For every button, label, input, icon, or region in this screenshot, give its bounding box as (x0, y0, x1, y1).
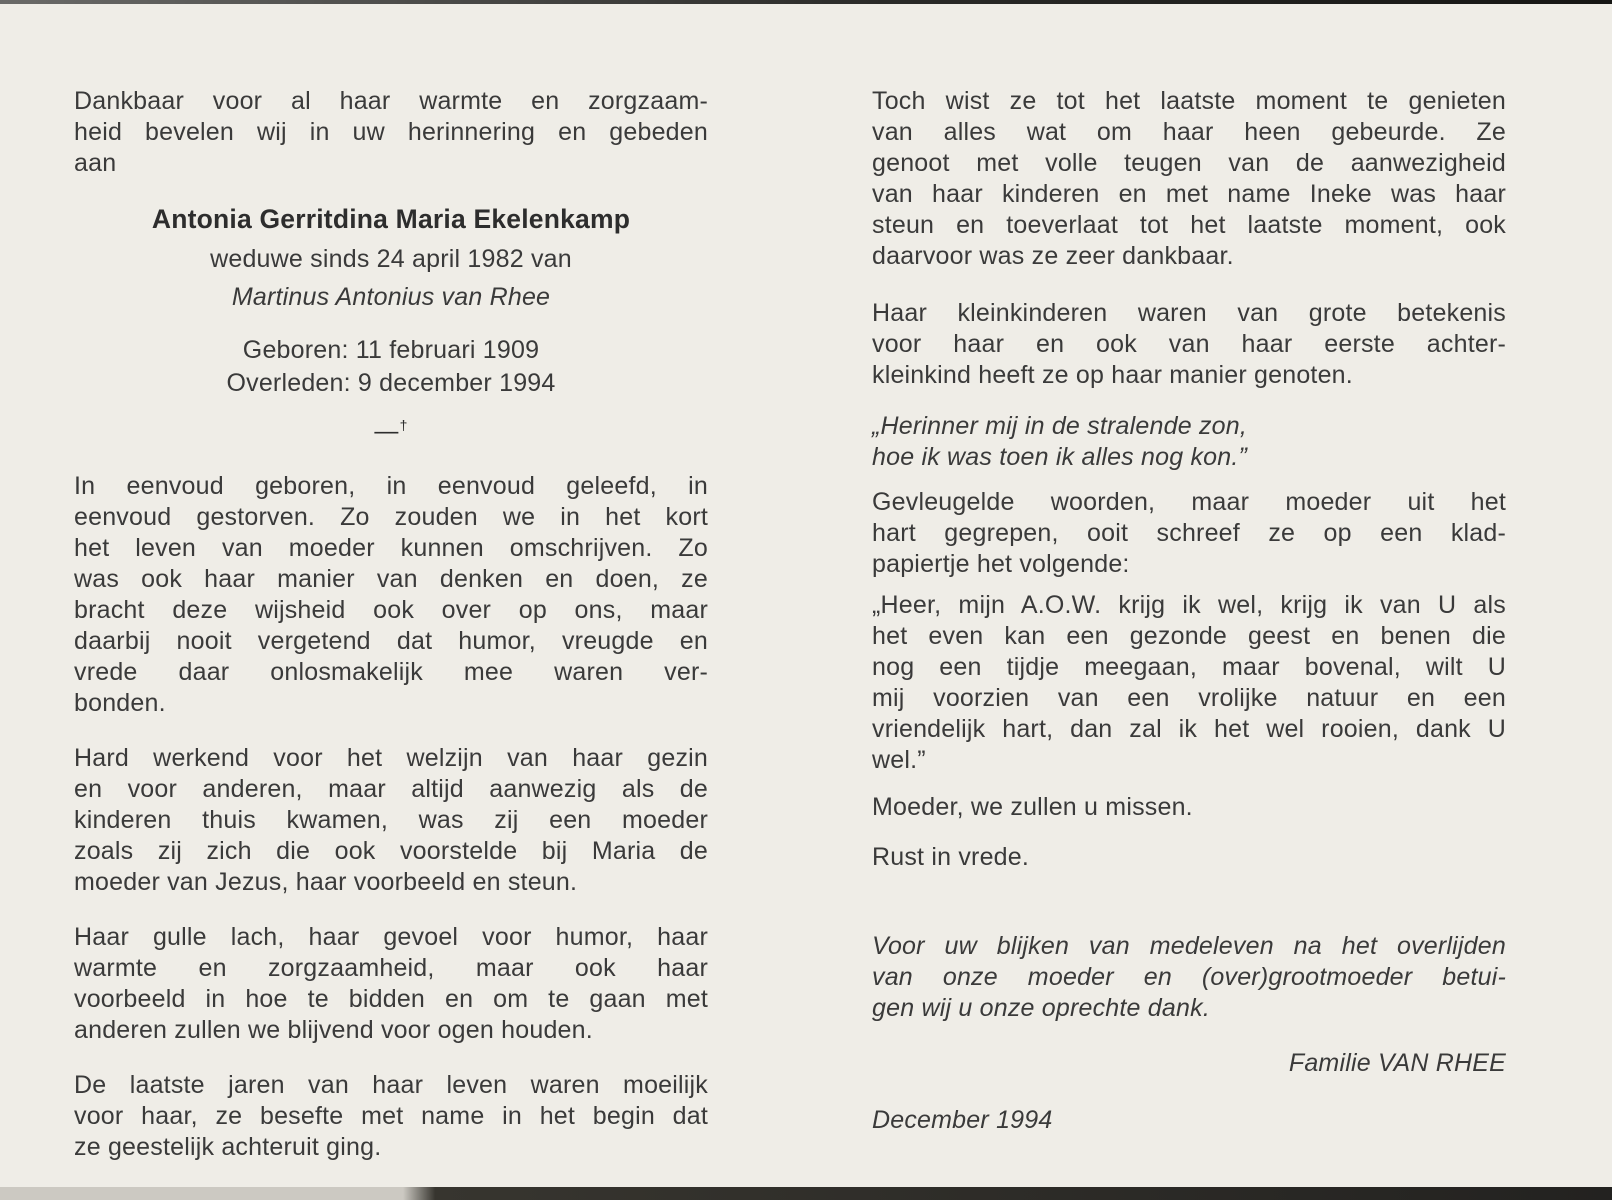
birth-line: Geboren: 11 februari 1909 (242, 336, 540, 364)
right-column (872, 86, 1506, 1136)
family-signature: Familie VAN RHEE (1288, 1049, 1506, 1077)
body-paragraph: Hard werkend voor het welzijn van haar gezin en voor anderen, maar altijd aanwezig als de kinderen thuis kwamen, was zij een moeder zoals zij zich die ook voorstelde bij Maria de moeder van Jezus, haar voorbeeld en steun. (74, 744, 708, 896)
body-paragraph: Gevleugelde woorden, maar moeder uit het hart gegrepen, ooit schreef ze op een klad- papiertje het volgende: (872, 488, 1506, 578)
widow-line: weduwe sinds 24 april 1982 van (210, 245, 572, 273)
death-line: Overleden: 9 december 1994 (226, 369, 556, 397)
body-paragraph: Haar kleinkinderen waren van grote betekenis voor haar en ook van haar eerste achter- kleinkind heeft ze op haar manier genoten. (872, 299, 1506, 389)
date-line: December 1994 (872, 1106, 1053, 1134)
deceased-name: Antonia Gerritdina Maria Ekelenkamp (151, 204, 631, 234)
acknowledgement-paragraph: Voor uw blijken van medeleven na het overlijden van onze moeder en (over)grootmoeder betui- gen wij u onze oprechte dank. (872, 932, 1506, 1022)
mourning-line: Moeder, we zullen u missen. (872, 793, 1193, 821)
rest-in-peace-line: Rust in vrede. (872, 843, 1030, 871)
cross-divider (74, 410, 708, 447)
body-paragraph: Toch wist ze tot het laatste moment te genieten van alles wat om haar heen gebeurde. Ze genoot met volle teugen van de aanwezigheid van haar kinderen en met name Ineke was haar steun en toeverlaat tot het laatste moment, ook daarvoor was ze zeer dankbaar. (872, 87, 1506, 270)
life-dates (74, 334, 708, 400)
scan-edge-top (0, 0, 1612, 4)
body-paragraph: In eenvoud geboren, in eenvoud geleefd, in eenvoud gestorven. Zo zouden we in het kort het leven van moeder kunnen omschrijven. Zo was ook haar manier van denken en doen, ze bracht deze wijsheid ook over op ons, maar daarbij nooit vergetend dat humor, vreugde en vrede daar onlosmakelijk mee waren ver- bonden. (74, 472, 708, 717)
body-paragraph: Haar gulle lach, haar gevoel voor humor, haar warmte en zorgzaamheid, maar ook haar voorbeeld in hoe te bidden en om te gaan met anderen zullen we blijvend voor ogen houden. (74, 923, 708, 1044)
body-paragraph: De laatste jaren van haar leven waren moeilijk voor haar, ze besefte met name in het begin dat ze geestelijk achteruit ging. (74, 1071, 708, 1161)
divider-dash: — (374, 418, 399, 445)
intro-paragraph: Dankbaar voor al haar warmte en zorgzaam- heid bevelen wij in uw herinnering en gebeden aan (74, 87, 708, 177)
husband-name: Martinus Antonius van Rhee (231, 283, 551, 311)
prayer-quote: „Heer, mijn A.O.W. krijg ik wel, krijg ik van U als het even kan een gezonde geest en benen die nog een tijdje meegaan, maar bovenal, wilt U mij voorzien van een vrolijke natuur en een vriendelijk hart, dan zal ik het wel rooien, dank U wel.” (872, 591, 1506, 774)
cross-icon: † (399, 417, 408, 433)
poem-quote: „Herinner mij in de stralende zon, hoe ik was toen ik alles nog kon.” (872, 412, 1248, 471)
scan-edge-bottom (0, 1187, 1612, 1200)
left-column (74, 86, 708, 1187)
